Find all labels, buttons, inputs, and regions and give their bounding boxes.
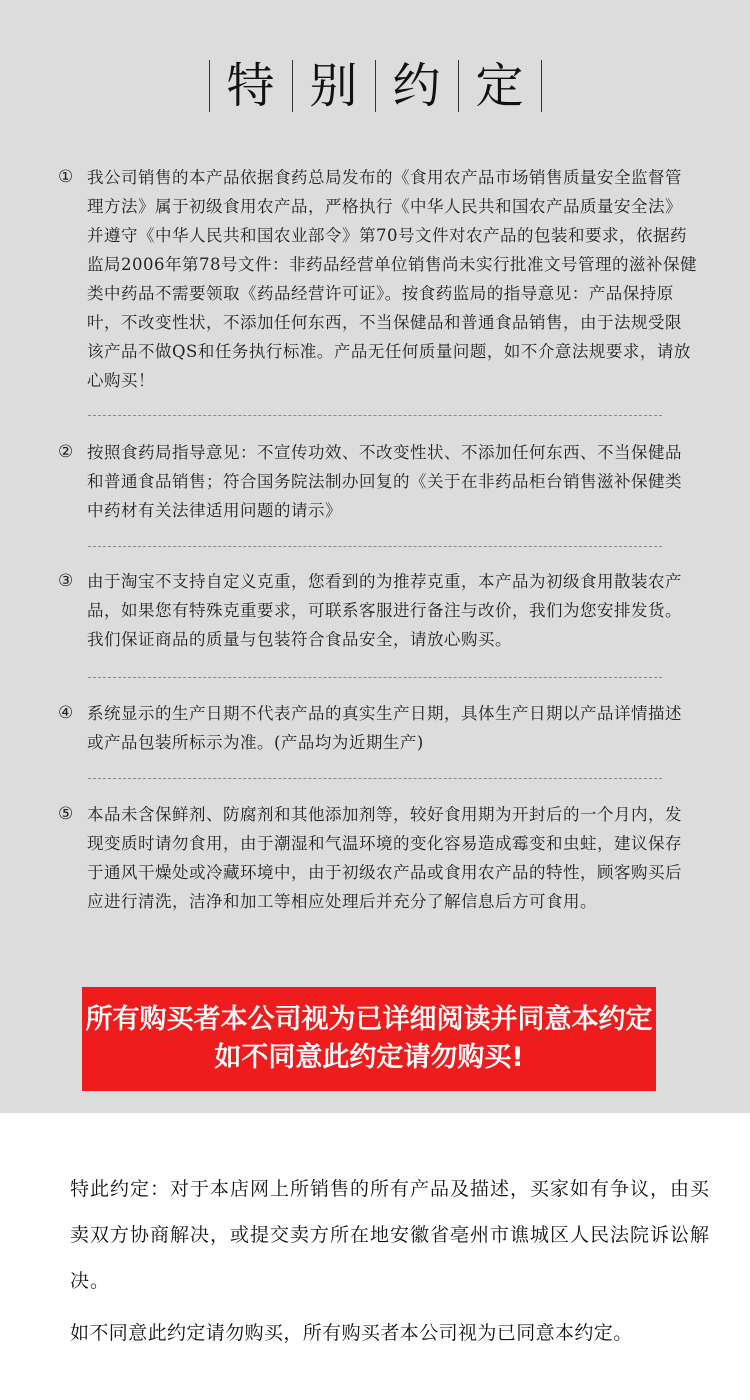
banner-line-2: 如不同意此约定请勿购买! [214,1042,524,1073]
footer-paragraph-1: 特此约定：对于本店网上所销售的所有产品及描述，买家如有争议，由买卖双方协商解决，或提交卖方所在地安徽省亳州市谯城区人民法院诉讼解决。 [70,1178,711,1292]
item-text: 按照食药局指导意见：不宣传功效、不改变性状、不添加任何东西、不当保健品和普通食品销售；符合国务院法制办回复的《关于在非药品柜台销售滋补保健类中药材有关法律适用问题的请示》 [87,443,682,520]
divider [88,415,662,416]
title-char: 约 [375,60,458,112]
footer-notice [70,1166,710,1356]
agreement-item-1 [58,163,698,395]
banner-line-1: 所有购买者本公司视为已详细阅读并同意本约定 [85,1004,653,1035]
item-number: ② [58,442,74,462]
page-title [0,60,750,112]
agreement-item-3 [58,567,698,654]
warning-banner [82,987,656,1091]
item-number: ⑤ [58,804,74,824]
item-number: ③ [58,571,74,591]
title-char: 定 [458,60,542,112]
footer-paragraph-2: 如不同意此约定请勿购买，所有购买者本公司视为已同意本约定。 [70,1322,633,1344]
divider [88,778,662,779]
item-text: 我公司销售的本产品依据食药总局发布的《食用农产品市场销售质量安全监督管理方法》属于初级食用农产品，严格执行《中华人民共和国农产品质量安全法》并遵守《中华人民共和国农业部令》第70号文件对农产品的包装和要求，依据药监局2006年第78号文件：非药品经营单位销售尚未实行批准文号管理的滋补保健类中药品不需要领取《药品经营许可证》。按食药监局的指导意见：产品保持原叶，不改变性状，不添加任何东西，不当保健品和普通食品销售，由于法规受限该产品不做QS和任务执行标准。产品无任何质量问题，如不介意法规要求，请放心购买！ [87,168,697,390]
item-text: 系统显示的生产日期不代表产品的真实生产日期，具体生产日期以产品详情描述或产品包装所标示为准。(产品均为近期生产) [87,704,682,752]
divider [88,677,662,678]
divider [88,546,662,547]
item-number: ④ [58,703,74,723]
title-char: 别 [292,60,375,112]
item-text: 本品未含保鲜剂、防腐剂和其他添加剂等，较好食用期为开封后的一个月内，发现变质时请勿食用，由于潮湿和气温环境的变化容易造成霉变和虫蛀，建议保存于通风干燥处或冷藏环境中，由于初级农产品或食用农产品的特性，顾客购买后应进行清洗，洁净和加工等相应处理后并充分了解信息后方可食用。 [87,805,682,911]
agreement-item-5 [58,800,698,916]
agreement-item-2 [58,438,698,525]
title-char: 特 [209,60,292,112]
item-text: 由于淘宝不支持自定义克重，您看到的为推荐克重，本产品为初级食用散装农产品，如果您有特殊克重要求，可联系客服进行备注与改价，我们为您安排发货。我们保证商品的质量与包装符合食品安全，请放心购买。 [87,572,682,649]
item-number: ① [58,167,74,187]
agreement-item-4 [58,699,698,757]
